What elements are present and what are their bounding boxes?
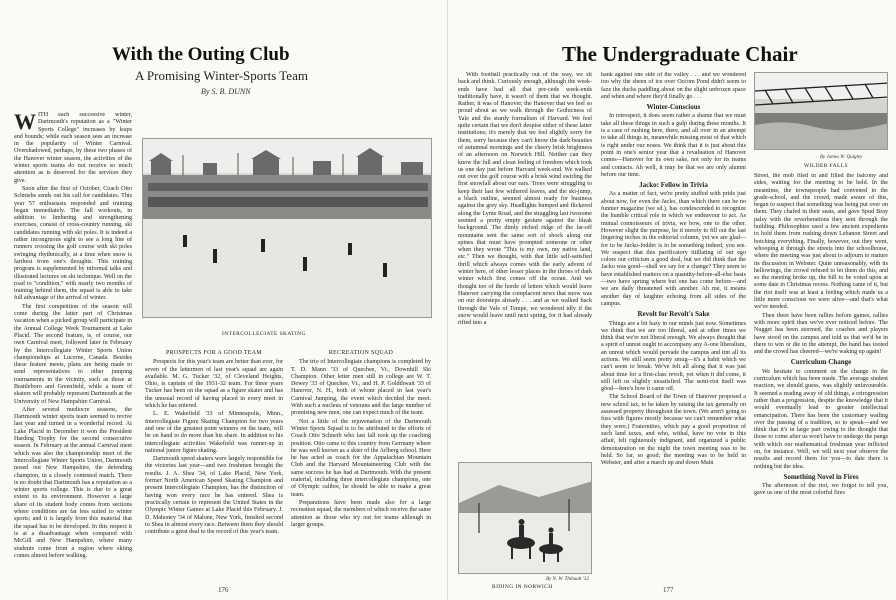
left-column-1 [14,112,132,584]
paragraph: The trio of Intercollegiate champions is completed by T. D. Mann '33 of Quechee, Vt., Downhill Ski Champion. Other letter men still in college are W. T. Dewey '33 of Quechee, Vt., and H. P. Goldthwait '33 of Hanover, N. H., both of whom placed in last year's Carnival Jumping, the event which decided the meet. With such a nucleus of veterans and the large number of promising new men, one can expect much of the team. [291,359,431,417]
riding-photo-caption: RIDING IN NORWICH [492,584,553,590]
page-number-left: 176 [218,586,229,594]
paragraph: Things are a bit hazy in our minds just now. Sometimes we think that we are too liberal, and at other times we think that we're not liberal enough. We always thought that a spirit of unrest ought to accompany any A-one liberalism, an unrest which would pervade the campus and tint all its actions. We still seem pretty smug—it's a habit which we can't seem to break. We've felt all along that it was just about time for a first-class revolt, yet when it did come, it still left us slightly unsatisfied. The semi-riot itself was good—here's how it came off. [601,320,746,393]
section-heading-revolt: Revolt for Revolt's Sake [637,310,710,319]
right-column-3 [754,173,888,584]
right-column-1 [458,72,592,458]
article-title-outing-club: With the Outing Club [112,44,290,65]
byline: By S. B. DUNN [201,87,251,96]
paragraph: Street, the mob filed in and filled the balcony and sides, waiting for the meeting to be held. In the meantime, the townspeople had convened in the grade-school, and the crowd, made aware of this, began to suspect that something was being put over on them. They chafed in their seats, and gave Spud Bray palsy with the reverberations they sent through the building. Philosophies used a few ancient expedients to hold them from rushing down Lebanon Street and botching everything. Finally, however, out they went, whooping it through the streets into the schoolhouse, where the meeting was just about to adjourn to mature its discussion in Webster. Quite unreasonably, with its hellowings, the crowd refused to let them do this, and so the meeting broke up, the bill to be voted upon at some date in Christmas recess. Nothing came of it, but the riot itself was at least a feeling which made us a little more conscious we were alive—and that's what we've needed. [754,173,888,311]
paragraph: Then there have been rallies before games, rallies with more spirit than we've ever noticed before. The Nugget has been stormed, the coaches and players have stood on the campus and told us that we'd be in there to win or die in the attempt, the band has tooted and the crowd has cheered—we're waking up again! [754,312,888,356]
page-number-right: 177 [663,586,674,594]
paragraph: As a matter of fact, we're pretty stuffed with pride just about now, for even the Jacko, than which there can be no funnier magazine (we sd.), has condescended to recognize the humble critical role in which we endeavour to act. As mutual connoisseurs of trivia, we bow, one to the other. However slight the purpose, be it merely to fill out the last lingering inches in the editorial column, yet we are glad—for to be Jacko-fodder is to be something indeed, you see. We suspect that this pacificatory titillating of our ego colors our criticism a good deal, but we did think that the Jacko was good—shall we say for a change? They seem to have established matters on a quantity-before-all-else basis—two have sprung where but one has come before—and we are daily threatened with another. Ah me, it means another day of laughter echoing from all sides of the campus. [601,191,746,307]
paragraph: Preparations have been made also for a large recreation squad, the members of which receive the same attention as those who try out for teams although in larger groups. [291,499,431,528]
left-column-3 [291,350,431,584]
paragraph: In retrospect, it does seem rather a shame that we must take all these things in such a gulp during these months. It is a case of rushing here, there, and all over in an attempt to take all things in, meanwhile missing most of that which is right under our noses. We think that it is just about this point in one's senior year that a revaluation of Hanover comes—Hanover for its own sake, not only for its teams and contacts. Ah well, it may be that we are only alumni before our time. [601,113,746,178]
intro-paragraph [14,112,132,185]
section-heading-fires: Something Novel in Fires [783,472,859,481]
right-page [448,0,896,600]
paragraph: bank against one side of the valley . . . and we wondered too why the sheen of ice over Occom Pond didn't seem to faze the ducks paddling about on the slight unfrozen space and when and where they'd finally go . . . [601,72,746,100]
riding-photo-credit: By N. W. Thibault '32 [546,577,589,582]
paragraph: L. E. Wakefield '33 of Minneapolis, Minn., Intercollegiate Figure Skating Champion for two years and one of the greatest point winners on the team, will be on hand to do more than his share. In addition to his intercollegiate activities Wakefield was runner-up in national junior figure skating. [145,411,283,454]
paragraph: The School Board of the Town of Hanover proposed a new school tax, to be taken by raising the tax generally on assessed property throughout the town. (We aren't going to fuss with figures mostly because we can't remember what they were.) Fraternities, which pay a good proportion of such land taxes, and who, withal, have no vote in this affair, felt righteously indignant, and organized a public demonstration on the night the town meeting was to be held. So far, so good; the meeting was to be held in Webster, and after a march up and down Main [601,394,746,467]
wilder-falls-caption: WILDER FALLS [804,163,848,169]
intercollegiate-skating-photo [142,138,432,318]
section-heading-recreation: RECREATION SQUAD [328,350,394,356]
paragraph: The afternoon of the riot, we forgot to tell you, gave us one of the most colorful fires [754,483,888,497]
drop-cap: W [14,112,36,134]
paragraph: Not a little of the rejuvenation of the Dartmouth Winter Sports Squad is to be attributed to the efforts of Coach Otto Schneib who last fall took up the coaching position. Otto came to this country from Germany where he was well known as a skier of the Arlberg school. Here he has acted as coach for the Appalachian Mountain Club and the Harvard Mountaineering Club with the same success he has had at Dartmouth. With the present material, including three intercollegiate champions, one of Olympic calibre, he should be able to make a great team. [291,418,431,498]
right-column-2 [601,72,746,584]
riding-in-norwich-photo [458,462,592,574]
paragraph: With football practically out of the way, we sit back and think. Curiously enough, although the week-ends have had all that pre-cede week-ends traditionally have, it wasn't of them that we thought. Rather, it was of Hanover, the Hanover that we feel so proud about as we walk through the Gothicness of Yale and the sturdy formalism of Harvard. We feel quite certain that we don't despise either of these latter institutions; it's merely that we feel slightly sorry for them, sorry because they can't know the dark beauties of autumnal mornings and the cheery brisk brightness of an afternoon on Norwich Hill. Neither can they know the full and clean feeling of freedom which took us one day just before Harvard week-end. We walked out over the golf course with a brisk wind swirling the first snowfall about our ears. Trees were struggling to keep their last few withered leaves, and the ski-jump, a black outline, seemed almost ready for business against the grey sky. Headlights bumped and flickered along the Lyme Road, and the straggling last twosome seemed a pretty empty gesture against the bleak background. The dimly etched ridge of the far-off mountains sent the same sort of shock along our spines that must have prompted someone or other when they wrote "This is my own, my native land, etc." Then we thought, with that little self-satisfied thrill which always comes with the early advent of winter here, of other lesser places in the throes of dark winter which first comes off the ocean. And we thought too of the horde of letters which would leave Hanover carrying the complacent news that snow was on our doorsteps already . . . and as we walked back through the Vale of Tempe, we wondered idly if the snow would leave until next spring, for it had already rifted into a [458,72,592,327]
riding-photo-image [459,463,592,574]
skating-photo-caption: INTERCOLLEGIATE SKATING [222,331,306,337]
left-column-2 [145,350,283,584]
paragraph: After several mediocre seasons, the Dartmouth winter sports team seemed to revive last year and turned in a wonderful record. At Lake Placid in December it won the President Harding Trophy for the second consecutive season. In February at the annual Carnival meet which was also the championship meet of the Intercollegiate Winter Sports Union, Dartmouth nosed out New Hampshire, the defending champion, in a closely contested match. There is no doubt that Dartmouth has a reputation as a winter sports college. This is due to a great extent to its environment. However a large share of its student body comes from sections where conditions are far less suited to winter sports; and it is largely from this material that the squad has to be developed. In this respect it is at a disadvantage when compared with McGill and New Hampshire, where many students come from a region where skiing comes almost before walking. [14,406,132,559]
wilder-falls-image [755,73,888,150]
skating-photo-image [143,139,432,318]
section-heading-prospects: PROSPECTS FOR A GOOD TEAM [165,350,263,356]
paragraph: The first competition of the season will come during the latter part of Christmas vacation when a picked group will participate in the Annual College Week Tournament at Lake Placid. The second feature, is, of course, our own Carnival meet, followed later in February by the Intercollegiate Winter Sports Union championships at Lucerne, Canada. Besides these feature meets, plans are being made to send representatives to other jumping tournaments in the vicinity, such as those at Brattleboro and Greenfield, while a team of skaters will probably represent Dartmouth at the University of New Hampshire Carnival. [14,303,132,405]
section-heading-jacko: Jacko: Fellow in Trivia [639,181,708,190]
article-subtitle: A Promising Winter-Sports Team [135,68,308,83]
section-heading-curriculum: Curriculum Change [790,358,852,367]
wilder-falls-credit: By James W. Quigley [820,155,863,160]
paragraph: Dartmouth speed skaters were largely responsible for the victories last year—and two freshmen brought the results. J. A. Shea '34, of Lake Placid, New York, former North American Speed Skating Champion and present Intercollegiate Champion, has the distinction of having won every race he has entered. Shea is practically certain to represent the United States in the Olympic Winter Games at Lake Placid this February. J. D. Mahoney '34 of Malone, New York, finished second to Shea in almost every race. Between them they should contribute a great deal to the record of this year's team. [145,456,283,536]
article-title-undergraduate-chair: The Undergraduate Chair [562,42,798,66]
paragraph: We hesitate to comment on the change in the curriculum which has been made. The average student reaction, we should guess, was slightly unfavourable. It seemed a reading away of old things, a retrogression rather than a progression, despite the knowledge that it would eventually lead to greater intellectual emancipation. There has been the customary wailing over the passing of a tradition, so to speak—and we think that it's in large part owing to the thought that those to come after us won't have to undergo the pangs with which our mathematical freshman year inflicted on, for instance. Well, we will next year observe the results and record them for you—to date there is nothing but the idea. [754,368,888,470]
intro-text: ITH each successive winter, Dartmouth's reputation as a "Winter Sports College" increases by leaps and bounds; while each season sees an increase in the popularity of Winter Carnival. Overshadowed, perhaps, by these two phases of the Hanover winter season, the activities of the winter sports teams do not receive so much attention as is deserved for the services they give. [14,112,132,184]
paragraph: Soon after the first of October, Coach Otto Schniebs sends out his call for candidates. This year 57 enthusiasts responded and training began immediately. The fall workouts, in addition to limbering and strengthening exercises, consist of cross-country running, ski candidates running with ski poles. It is indeed a rather incongruous sight to see a long line of runners crossing the golf course with ski poles swinging rhythmically, at a time when snow is farthest from one's thoughts. This training program is supplemented by informal talks and illustrated lectures on ski technique. Well on the road to "condition," with nearly two months of training behind them, the squad is able to take full advantage of the arrival of winter. [14,185,132,302]
wilder-falls-photo [754,72,888,150]
section-heading-winter-conscious: Winter-Conscious [646,103,701,112]
paragraph: Prospects for this year's team are better than ever, for seven of the lettermen of last year's squad are again available. M. G. Tucker '32, of Cleveland Heights, Ohio, is captain of the 1931-32 team. For three years Tucker has been on the squad as a figure skater and has the unusual record of having placed in every meet in which he has entered. [145,359,283,410]
